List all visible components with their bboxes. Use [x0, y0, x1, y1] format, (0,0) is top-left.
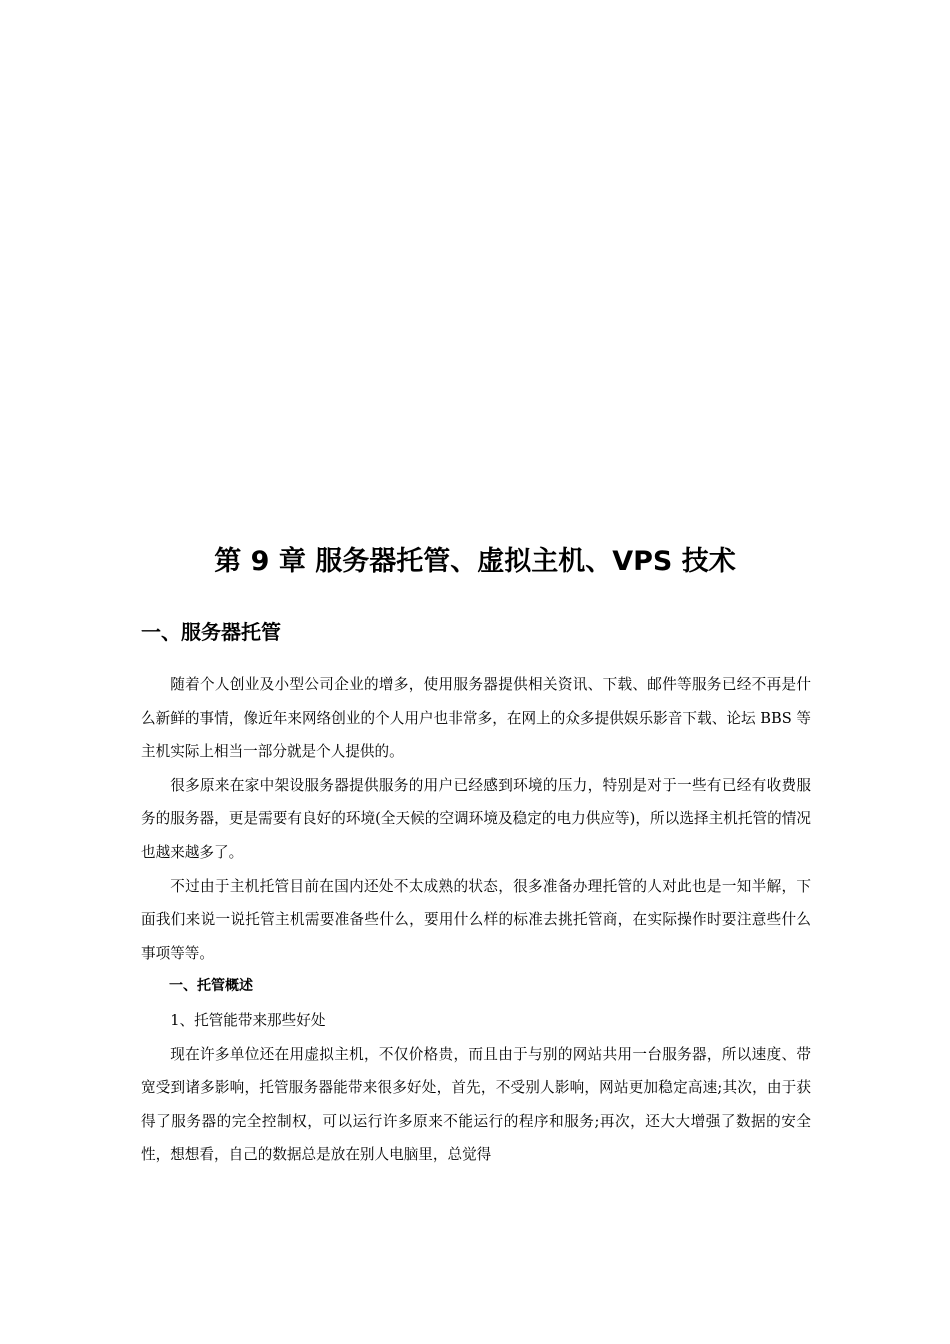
- paragraph: 现在许多单位还在用虚拟主机，不仅价格贵，而且由于与别的网站共用一台服务器，所以速度、带宽受到诸多影响，托管服务器能带来很多好处，首先，不受别人影响，网站更加稳定高速;其次，由于获得了服务器的完全控制权，可以运行许多原来不能运行的程序和服务;再次，还大大增强了数据的安全性，想想看，自己的数据总是放在别人电脑里，总觉得: [141, 1045, 811, 1164]
- paragraph: 很多原来在家中架设服务器提供服务的用户已经感到环境的压力，特别是对于一些有已经有收费服务的服务器，更是需要有良好的环境(全天候的空调环境及稳定的电力供应等)，所以选择主机托管的情况也越来越多了。: [141, 776, 811, 861]
- section-heading: 一、服务器托管: [141, 620, 281, 644]
- paragraph: 随着个人创业及小型公司企业的增多，使用服务器提供相关资讯、下载、邮件等服务已经不再是什么新鲜的事情，像近年来网络创业的个人用户也非常多，在网上的众多提供娱乐影音下载、论坛 BBS 等主机实际上相当一部分就是个人提供的。: [141, 676, 811, 761]
- subheading: 一、托管概述: [169, 978, 253, 995]
- body-text: [141, 668, 811, 1172]
- chapter-title: 第 9 章 服务器托管、虚拟主机、VPS 技术: [214, 546, 736, 577]
- paragraph: 不过由于主机托管目前在国内还处不太成熟的状态，很多准备办理托管的人对此也是一知半解，下面我们来说一说托管主机需要准备些什么，要用什么样的标准去挑托管商，在实际操作时要注意些什么事项等等。: [141, 877, 811, 962]
- item-title: 1、托管能带来那些好处: [170, 1011, 326, 1029]
